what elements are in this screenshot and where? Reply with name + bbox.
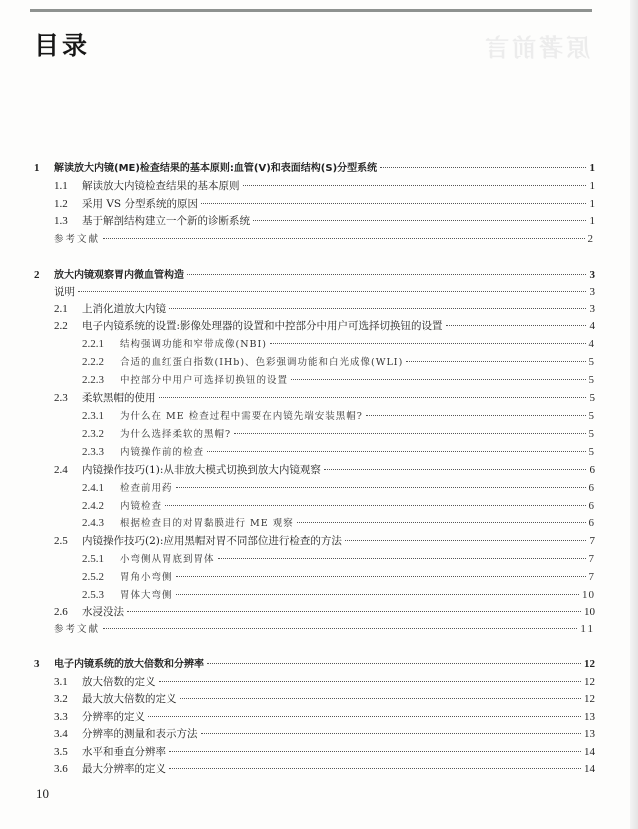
toc-entry-title: 分辨率的定义 [82,711,145,723]
toc-entry[interactable] [54,462,595,478]
dot-leader [253,219,586,221]
toc-entry-number: 2.2.2 [82,356,104,368]
toc-entry-number: 3.4 [54,728,68,740]
toc-entry-title: 分辨率的测量和表示方法 [82,728,198,740]
dot-leader [207,662,581,664]
toc-entry-page: 3 [589,303,595,315]
dot-leader [345,539,586,541]
toc-entry[interactable] [54,390,595,406]
toc-entry-title: 为什么选择柔软的黑帽? [120,429,232,440]
toc-entry-page: 3 [589,286,595,298]
toc-entry[interactable] [82,426,595,443]
toc-entry[interactable] [54,318,595,334]
toc-entry-number: 3.2 [54,693,68,705]
toc-entry-number: 1.3 [54,215,68,227]
toc-entry[interactable] [54,674,595,690]
dot-leader [169,750,581,752]
dot-leader [187,273,586,275]
toc-entry-title: 说明 [54,286,75,298]
dot-leader [270,342,586,344]
toc-entry-page: 5 [588,410,595,422]
toc-entry-page: 7 [588,553,595,565]
toc-entry-number: 2.5.2 [82,571,104,583]
dot-leader [176,593,579,595]
toc-entry-page: 4 [589,320,595,332]
toc-entry[interactable] [82,444,595,461]
bleed-through-text: 原著前言 [482,34,590,62]
page-title: 目录 [34,31,91,60]
toc-entry-page: 1 [589,198,595,210]
header-rule [30,9,592,12]
toc-entry[interactable] [82,515,595,532]
toc-entry[interactable] [82,569,595,586]
page-number: 10 [36,786,49,801]
toc-entry-page: 10 [584,606,595,618]
toc-entry-title: 小弯侧从胃底到胃体 [120,554,215,565]
toc-entry[interactable] [34,656,595,673]
toc-entry-number: 3.1 [54,676,68,688]
toc-entry[interactable] [82,480,595,497]
toc-entry-page: 7 [588,571,595,583]
toc-entry-title: 内镜操作技巧(1):从非放大模式切换到放大内镜观察 [82,464,321,476]
dot-leader [406,360,585,362]
toc-entry-title: 内镜操作技巧(2):应用黑帽对胃不同部位进行检查的方法 [82,535,342,547]
toc-entry-page: 12 [584,693,595,705]
toc-entry[interactable] [54,213,595,229]
dot-leader [297,521,586,523]
toc-entry-title: 采用 VS 分型系统的原因 [82,198,198,210]
toc-entry-title: 上消化道放大内镜 [82,303,166,315]
toc-entry-title: 放大倍数的定义 [82,676,156,688]
toc-entry[interactable] [82,408,595,425]
toc-entry-title: 解读放大内镜(ME)检查结果的基本原则:血管(V)和表面结构(S)分型系统 [54,163,378,174]
toc-entry-page: 4 [588,338,595,350]
dot-leader [324,468,586,470]
dot-leader [201,732,582,734]
toc-entry-page: 1 [589,180,595,192]
toc-entry-page: 7 [589,535,595,547]
toc-entry-title: 水平和垂直分辨率 [82,746,166,758]
dot-leader [78,290,586,292]
toc-entry-title: 胃体大弯侧 [120,590,173,601]
dot-leader [103,627,577,629]
toc-entry-page: 11 [580,623,595,635]
toc-entry-number: 1.2 [54,198,68,210]
toc-entry-title: 根据检查目的对胃黏膜进行 ME 观察 [120,518,294,529]
toc-entry-number: 2.2.3 [82,374,104,386]
toc-entry[interactable] [54,726,595,742]
toc-entry-title: 解读放大内镜检查结果的基本原则 [82,180,240,192]
dot-leader [165,504,585,506]
toc-entry-number: 1.1 [54,180,68,192]
dot-leader [366,414,586,416]
toc-entry[interactable] [82,587,595,604]
toc-entry-page: 1 [589,162,595,174]
toc-entry[interactable] [82,551,595,568]
toc-entry-title: 电子内镜系统的设置:影像处理器的设置和中控部分中用户可选择切换钮的设置 [82,320,443,332]
toc-entry-number: 2.3.1 [82,410,104,422]
dot-leader [169,307,586,309]
toc-entry-title: 基于解剖结构建立一个新的诊断系统 [82,215,250,227]
toc-entry[interactable] [82,354,595,371]
toc-entry-number: 2.3.3 [82,446,104,458]
toc-entry-page: 13 [584,711,595,723]
toc-entry-title: 柔软黑帽的使用 [82,392,156,404]
toc-entry[interactable] [54,621,595,638]
toc-entry-title: 最大放大倍数的定义 [82,693,177,705]
toc-entry[interactable] [54,301,595,317]
toc-entry-page: 1 [589,215,595,227]
toc-entry-number: 3.6 [54,763,68,775]
dot-leader [380,166,586,168]
dot-leader [201,202,586,204]
toc-entry-page: 5 [588,446,595,458]
toc-entry-page: 10 [582,589,595,601]
toc-entry-page: 14 [584,746,595,758]
toc-entry-page: 5 [588,356,595,368]
toc-entry-title: 合适的血红蛋白指数(IHb)、色彩强调功能和白光成像(WLI) [120,357,404,368]
toc-entry-title: 检查前用药 [120,483,173,494]
toc-entry-number: 2.2 [54,320,68,332]
dot-leader [159,396,587,398]
toc-entry[interactable] [54,744,595,760]
toc-entry-page: 5 [588,428,595,440]
toc-entry-number: 2.4.2 [82,500,104,512]
toc-entry[interactable] [54,533,595,549]
toc-entry[interactable] [34,160,595,177]
toc-entry-title: 参考文献 [54,234,101,245]
toc-entry[interactable] [34,267,595,284]
toc-entry-page: 12 [584,658,595,670]
dot-leader [207,450,585,452]
toc-entry-page: 6 [588,517,595,529]
dot-leader [243,184,587,186]
toc-entry[interactable] [54,761,595,777]
dot-leader [127,610,581,612]
toc-entry-number: 3 [34,658,40,670]
toc-entry-number: 2.3 [54,392,68,404]
toc-entry-number: 2.2.1 [82,338,104,350]
toc-entry-page: 14 [584,763,595,775]
toc-entry[interactable] [54,231,595,248]
toc-entry[interactable] [82,336,595,353]
toc-entry-page: 13 [584,728,595,740]
toc-entry-number: 2.5 [54,535,68,547]
toc-entry-page: 12 [584,676,595,688]
toc-entry-number: 1 [34,162,40,174]
toc-entry[interactable] [82,498,595,515]
toc-entry-title: 参考文献 [54,624,101,635]
dot-leader [218,557,586,559]
toc-entry-number: 2.3.2 [82,428,104,440]
toc-entry[interactable] [54,284,595,300]
toc-entry-number: 2 [34,269,40,281]
toc-entry[interactable] [54,604,595,620]
toc-entry[interactable] [54,691,595,707]
toc-entry-title: 内镜操作前的检查 [120,447,205,458]
dot-leader [169,767,581,769]
dot-leader [180,697,582,699]
dot-leader [148,715,581,717]
dot-leader [103,237,584,239]
toc-entry[interactable] [54,709,595,725]
toc-entry-number: 3.3 [54,711,68,723]
toc-entry-number: 2.4.1 [82,482,104,494]
toc-entry-page: 5 [588,374,595,386]
toc-entry-page: 3 [589,269,595,281]
toc-entry-number: 2.4 [54,464,68,476]
dot-leader [446,324,586,326]
toc-entry-page: 5 [589,392,595,404]
toc-entry[interactable] [54,196,595,212]
toc-entry-page: 6 [589,464,595,476]
toc-entry-title: 内镜检查 [120,501,163,512]
toc-entry-number: 2.5.3 [82,589,104,601]
toc-entry-title: 水浸没法 [82,606,124,618]
dot-leader [234,432,585,434]
toc-entry-page: 6 [588,482,595,494]
toc-entry-number: 2.4.3 [82,517,104,529]
dot-leader [176,486,586,488]
dot-leader [176,575,586,577]
toc-entry-number: 2.1 [54,303,68,315]
toc-entry[interactable] [54,178,595,194]
toc-entry-title: 电子内镜系统的放大倍数和分辨率 [54,659,204,670]
toc-entry-number: 3.5 [54,746,68,758]
scan-edge-shadow [630,0,638,829]
toc-entry-number: 2.5.1 [82,553,104,565]
toc-entry-title: 结构强调功能和窄带成像(NBI) [120,339,267,350]
dot-leader [291,378,585,380]
toc-entry-title: 放大内镜观察胃内微血管构造 [54,270,184,281]
dot-leader [159,680,582,682]
toc-entry-title: 最大分辨率的定义 [82,763,166,775]
toc-entry-title: 胃角小弯侧 [120,572,173,583]
toc-entry-page: 2 [587,233,595,245]
toc-entry-page: 6 [588,500,595,512]
toc-entry[interactable] [82,372,595,389]
toc-entry-title: 为什么在 ME 检查过程中需要在内镜先端安装黑帽? [120,411,363,422]
toc-entry-title: 中控部分中用户可选择切换钮的设置 [120,375,289,386]
toc-entry-number: 2.6 [54,606,68,618]
